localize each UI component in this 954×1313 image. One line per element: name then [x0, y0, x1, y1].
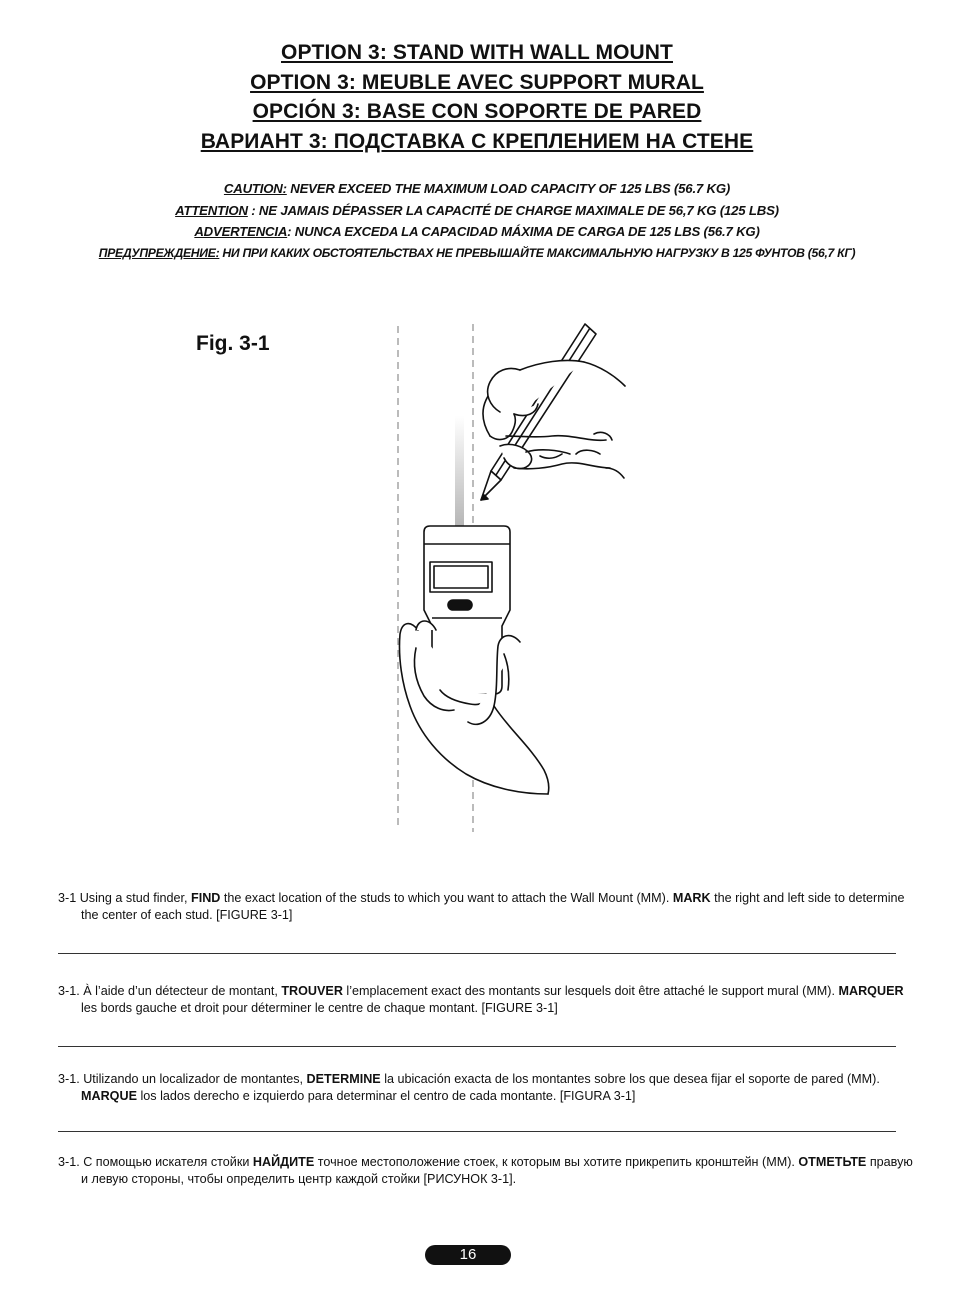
- caution-fr: [0, 200, 954, 222]
- caution-text: NEVER EXCEED THE MAXIMUM LOAD CAPACITY OF 125 LBS (56.7 KG): [286, 181, 731, 196]
- instruction-keyword: НАЙДИТЕ: [252, 1155, 315, 1169]
- caution-text: НИ ПРИ КАКИХ ОБСТОЯТЕЛЬСТВАХ НЕ ПРЕВЫШАЙТЕ МАКСИМАЛЬНУЮ НАГРУЗКУ В 125 ФУНТОВ (56,7 КГ): [219, 245, 856, 260]
- instruction-text: 3-1. С помощью искателя стойки: [58, 1155, 253, 1169]
- caution-en: [0, 178, 954, 200]
- caution-text: : NE JAMAIS DÉPASSER LA CAPACITÉ DE CHARGE MAXIMALE DE 56,7 KG (125 LBS): [247, 202, 779, 218]
- instruction-es: [58, 1071, 921, 1105]
- instruction-keyword: FIND: [191, 891, 221, 905]
- page-number: 16: [425, 1245, 511, 1265]
- caution-label: ADVERTENCIA: [194, 224, 288, 240]
- caution-label: CAUTION:: [223, 181, 287, 196]
- caution-es: [0, 221, 954, 243]
- title-ru: ВАРИАНТ 3: ПОДСТАВКА С КРЕПЛЕНИЕМ НА СТЕНЕ: [200, 129, 754, 153]
- divider: [58, 1046, 896, 1047]
- instruction-text: l’emplacement exact des montants sur lesquels doit être attaché le support mural (MM).: [342, 984, 839, 998]
- page-titles: [0, 38, 954, 156]
- title-en: OPTION 3: STAND WITH WALL MOUNT: [281, 41, 673, 64]
- instruction-text: les bords gauche et droit pour déterminer le centre de chaque montant. [FIGURE 3-1]: [81, 1001, 558, 1015]
- instruction-keyword: MARQUER: [838, 984, 904, 998]
- caution-ru: [0, 243, 954, 265]
- instruction-ru: [58, 1154, 921, 1188]
- title-es: OPCIÓN 3: BASE CON SOPORTE DE PARED: [252, 100, 702, 123]
- instruction-keyword: MARK: [672, 891, 711, 905]
- caution-block: [0, 178, 954, 264]
- instruction-keyword: MARQUE: [81, 1089, 137, 1103]
- caution-label: ПРЕДУПРЕЖДЕНИЕ:: [98, 245, 220, 260]
- stud-finder-illustration: [380, 318, 640, 838]
- instruction-keyword: TROUVER: [281, 984, 343, 998]
- divider: [58, 1131, 896, 1132]
- title-fr: OPTION 3: MEUBLE AVEC SUPPORT MURAL: [250, 70, 704, 94]
- instruction-fr: [58, 983, 921, 1017]
- divider: [58, 953, 896, 954]
- instruction-text: the exact location of the studs to which you want to attach the Wall Mount (MM).: [220, 891, 673, 905]
- instruction-keyword: ОТМЕТЬТЕ: [798, 1155, 867, 1169]
- instruction-text: 3-1. À l’aide d’un détecteur de montant,: [58, 984, 282, 998]
- caution-text: : NUNCA EXCEDA LA CAPACIDAD MÁXIMA DE CARGA DE 125 LBS (56.7 KG): [287, 224, 760, 240]
- instruction-text: правую и левую стороны, чтобы определить центр каждой стойки [РИСУНОК 3-1].: [81, 1155, 913, 1186]
- caution-label: ATTENTION: [175, 202, 248, 218]
- instruction-text: los lados derecho e izquierdo para determinar el centro de cada montante. [FIGURA 3-1]: [136, 1089, 636, 1103]
- instruction-keyword: DETERMINE: [306, 1072, 381, 1086]
- instruction-text: the right and left side to determine the center of each stud. [FIGURE 3-1]: [81, 891, 905, 922]
- instruction-text: la ubicación exacta de los montantes sobre los que desea fijar el soporte de pared (MM).: [380, 1072, 880, 1086]
- instruction-text: 3-1 Using a stud finder,: [58, 891, 192, 905]
- instruction-en: [58, 890, 921, 924]
- figure-label: Fig. 3-1: [196, 332, 270, 355]
- instruction-text: 3-1. Utilizando un localizador de montantes,: [58, 1072, 307, 1086]
- instruction-text: точное местоположение стоек, к которым вы хотите прикрепить кронштейн (ММ).: [314, 1155, 799, 1169]
- stud-finder-hands-pencil-icon: [380, 318, 640, 838]
